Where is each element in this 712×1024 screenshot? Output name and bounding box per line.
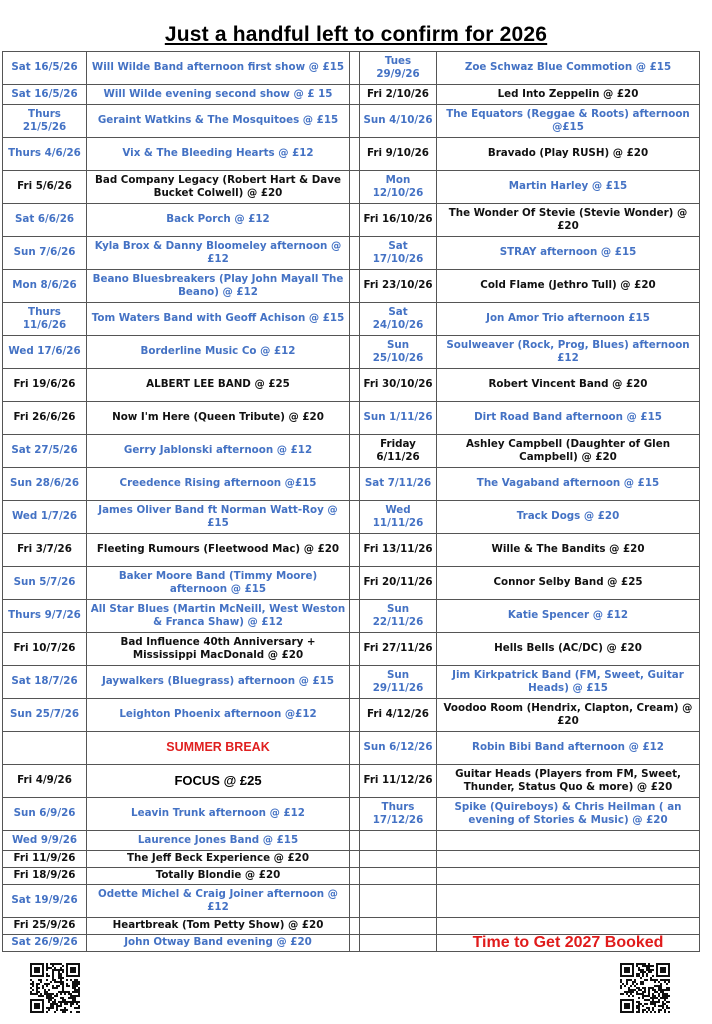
right-date: Sun 22/11/26	[360, 600, 437, 633]
schedule-row	[3, 105, 700, 138]
spacer-cell	[350, 798, 360, 831]
qr-code-icon	[30, 963, 80, 1013]
spacer-cell	[350, 336, 360, 369]
right-date: Sun 1/11/26	[360, 402, 437, 435]
right-event: Voodoo Room (Hendrix, Clapton, Cream) @ £20	[437, 699, 700, 732]
qr-code-icon	[620, 963, 670, 1013]
left-event: Creedence Rising afternoon @£15	[87, 468, 350, 501]
schedule-row	[3, 851, 700, 868]
spacer-cell	[350, 600, 360, 633]
right-event: The Wonder Of Stevie (Stevie Wonder) @ £20	[437, 204, 700, 237]
schedule-row	[3, 732, 700, 765]
right-event	[437, 831, 700, 851]
right-date: Sun 29/11/26	[360, 666, 437, 699]
right-event: Connor Selby Band @ £25	[437, 567, 700, 600]
left-date: Thurs 4/6/26	[3, 138, 87, 171]
schedule-row	[3, 633, 700, 666]
right-date: Fri 16/10/26	[360, 204, 437, 237]
left-event: The Jeff Beck Experience @ £20	[87, 851, 350, 868]
schedule-row	[3, 868, 700, 885]
left-date: Thurs 21/5/26	[3, 105, 87, 138]
spacer-cell	[350, 732, 360, 765]
schedule-row	[3, 204, 700, 237]
right-event: Wille & The Bandits @ £20	[437, 534, 700, 567]
right-date: Fri 2/10/26	[360, 85, 437, 105]
left-event: Totally Blondie @ £20	[87, 868, 350, 885]
right-date: Sat 17/10/26	[360, 237, 437, 270]
right-event: Spike (Quireboys) & Chris Heilman ( an evening of Stories & Music) @ £20	[437, 798, 700, 831]
schedule-table	[2, 51, 700, 952]
left-event: Geraint Watkins & The Mosquitoes @ £15	[87, 105, 350, 138]
left-date: Fri 3/7/26	[3, 534, 87, 567]
left-event: Fleeting Rumours (Fleetwood Mac) @ £20	[87, 534, 350, 567]
left-date: Sat 16/5/26	[3, 85, 87, 105]
schedule-row	[3, 369, 700, 402]
right-date: Fri 13/11/26	[360, 534, 437, 567]
left-event: Gerry Jablonski afternoon @ £12	[87, 435, 350, 468]
right-event	[437, 851, 700, 868]
schedule-row	[3, 237, 700, 270]
schedule-row	[3, 798, 700, 831]
spacer-cell	[350, 567, 360, 600]
left-date: Fri 19/6/26	[3, 369, 87, 402]
left-date: Wed 9/9/26	[3, 831, 87, 851]
left-event: John Otway Band evening @ £20	[87, 935, 350, 952]
right-event: Katie Spencer @ £12	[437, 600, 700, 633]
schedule-row	[3, 52, 700, 85]
left-event: Laurence Jones Band @ £15	[87, 831, 350, 851]
right-event: Track Dogs @ £20	[437, 501, 700, 534]
spacer-cell	[350, 851, 360, 868]
spacer-cell	[350, 868, 360, 885]
schedule-row	[3, 336, 700, 369]
left-event: Will Wilde Band afternoon first show @ £15	[87, 52, 350, 85]
spacer-cell	[350, 666, 360, 699]
right-date: Fri 4/12/26	[360, 699, 437, 732]
left-date: Wed 17/6/26	[3, 336, 87, 369]
left-event: Jaywalkers (Bluegrass) afternoon @ £15	[87, 666, 350, 699]
right-date: Sun 6/12/26	[360, 732, 437, 765]
spacer-cell	[350, 402, 360, 435]
left-event: All Star Blues (Martin McNeill, West Weston & Franca Shaw) @ £12	[87, 600, 350, 633]
schedule-row	[3, 831, 700, 851]
left-date: Fri 5/6/26	[3, 171, 87, 204]
right-date	[360, 885, 437, 918]
right-date	[360, 935, 437, 952]
page-title: Just a handful left to confirm for 2026	[164, 23, 548, 46]
left-event: Odette Michel & Craig Joiner afternoon @ £12	[87, 885, 350, 918]
right-date: Fri 11/12/26	[360, 765, 437, 798]
left-event: Will Wilde evening second show @ £ 15	[87, 85, 350, 105]
left-date: Fri 18/9/26	[3, 868, 87, 885]
right-event: Cold Flame (Jethro Tull) @ £20	[437, 270, 700, 303]
left-date: Sun 25/7/26	[3, 699, 87, 732]
right-event: Bravado (Play RUSH) @ £20	[437, 138, 700, 171]
left-date: Sat 16/5/26	[3, 52, 87, 85]
schedule-row	[3, 468, 700, 501]
right-date: Tues 29/9/26	[360, 52, 437, 85]
left-date	[3, 732, 87, 765]
spacer-cell	[350, 935, 360, 952]
right-event	[437, 918, 700, 935]
spacer-cell	[350, 435, 360, 468]
spacer-cell	[350, 501, 360, 534]
spacer-cell	[350, 138, 360, 171]
schedule-row	[3, 303, 700, 336]
left-date: Thurs 11/6/26	[3, 303, 87, 336]
left-date: Mon 8/6/26	[3, 270, 87, 303]
left-date: Sun 28/6/26	[3, 468, 87, 501]
schedule-row	[3, 699, 700, 732]
right-date: Fri 23/10/26	[360, 270, 437, 303]
spacer-cell	[350, 918, 360, 935]
left-date: Fri 10/7/26	[3, 633, 87, 666]
left-date: Sat 19/9/26	[3, 885, 87, 918]
right-date: Fri 9/10/26	[360, 138, 437, 171]
right-date: Mon 12/10/26	[360, 171, 437, 204]
schedule-row	[3, 918, 700, 935]
right-event: Soulweaver (Rock, Prog, Blues) afternoon £12	[437, 336, 700, 369]
spacer-cell	[350, 270, 360, 303]
spacer-cell	[350, 85, 360, 105]
left-date: Wed 1/7/26	[3, 501, 87, 534]
left-event: Bad Company Legacy (Robert Hart & Dave Bucket Colwell) @ £20	[87, 171, 350, 204]
schedule-row	[3, 435, 700, 468]
right-event: Guitar Heads (Players from FM, Sweet, Thunder, Status Quo & more) @ £20	[437, 765, 700, 798]
left-date: Thurs 9/7/26	[3, 600, 87, 633]
right-date: Fri 30/10/26	[360, 369, 437, 402]
right-event: Zoe Schwaz Blue Commotion @ £15	[437, 52, 700, 85]
right-date	[360, 851, 437, 868]
right-date: Friday 6/11/26	[360, 435, 437, 468]
spacer-cell	[350, 699, 360, 732]
schedule-row	[3, 85, 700, 105]
spacer-cell	[350, 534, 360, 567]
left-event: Kyla Brox & Danny Bloomeley afternoon @ £12	[87, 237, 350, 270]
left-event: James Oliver Band ft Norman Watt-Roy @ £15	[87, 501, 350, 534]
right-event: Jim Kirkpatrick Band (FM, Sweet, Guitar Heads) @ £15	[437, 666, 700, 699]
left-date: Sun 5/7/26	[3, 567, 87, 600]
schedule-row	[3, 600, 700, 633]
right-date: Sun 4/10/26	[360, 105, 437, 138]
left-event: Leavin Trunk afternoon @ £12	[87, 798, 350, 831]
right-event: Hells Bells (AC/DC) @ £20	[437, 633, 700, 666]
left-event: Now I'm Here (Queen Tribute) @ £20	[87, 402, 350, 435]
left-date: Sat 26/9/26	[3, 935, 87, 952]
left-event: Back Porch @ £12	[87, 204, 350, 237]
schedule-row	[3, 885, 700, 918]
schedule-row	[3, 666, 700, 699]
left-date: Fri 4/9/26	[3, 765, 87, 798]
schedule-row	[3, 501, 700, 534]
schedule-row	[3, 270, 700, 303]
left-date: Sat 27/5/26	[3, 435, 87, 468]
spacer-cell	[350, 831, 360, 851]
left-date: Fri 11/9/26	[3, 851, 87, 868]
left-event: FOCUS @ £25	[87, 765, 350, 798]
right-event	[437, 885, 700, 918]
qr-code-right[interactable]	[620, 963, 670, 1013]
spacer-cell	[350, 303, 360, 336]
spacer-cell	[350, 204, 360, 237]
left-event: Beano Bluesbreakers (Play John Mayall The Beano) @ £12	[87, 270, 350, 303]
left-event: Vix & The Bleeding Hearts @ £12	[87, 138, 350, 171]
right-event: Dirt Road Band afternoon @ £15	[437, 402, 700, 435]
qr-code-left[interactable]	[30, 963, 80, 1013]
left-date: Sun 7/6/26	[3, 237, 87, 270]
schedule-row	[3, 171, 700, 204]
right-event: STRAY afternoon @ £15	[437, 237, 700, 270]
left-event: Baker Moore Band (Timmy Moore) afternoon @ £15	[87, 567, 350, 600]
right-date: Wed 11/11/26	[360, 501, 437, 534]
schedule-row	[3, 765, 700, 798]
spacer-cell	[350, 369, 360, 402]
right-event: Robin Bibi Band afternoon @ £12	[437, 732, 700, 765]
right-event: Robert Vincent Band @ £20	[437, 369, 700, 402]
right-date: Fri 27/11/26	[360, 633, 437, 666]
right-event	[437, 868, 700, 885]
left-date: Sat 18/7/26	[3, 666, 87, 699]
left-date: Fri 25/9/26	[3, 918, 87, 935]
left-date: Sun 6/9/26	[3, 798, 87, 831]
schedule-row	[3, 138, 700, 171]
right-date: Thurs 17/12/26	[360, 798, 437, 831]
right-date: Fri 20/11/26	[360, 567, 437, 600]
right-event: Ashley Campbell (Daughter of Glen Campbell) @ £20	[437, 435, 700, 468]
left-event: Leighton Phoenix afternoon @£12	[87, 699, 350, 732]
right-date: Sun 25/10/26	[360, 336, 437, 369]
left-event: ALBERT LEE BAND @ £25	[87, 369, 350, 402]
spacer-cell	[350, 765, 360, 798]
spacer-cell	[350, 171, 360, 204]
left-event: SUMMER BREAK	[87, 732, 350, 765]
right-date: Sat 7/11/26	[360, 468, 437, 501]
left-event: Heartbreak (Tom Petty Show) @ £20	[87, 918, 350, 935]
schedule-row	[3, 567, 700, 600]
right-event: Jon Amor Trio afternoon £15	[437, 303, 700, 336]
spacer-cell	[350, 105, 360, 138]
left-event: Bad Influence 40th Anniversary + Mississippi MacDonald @ £20	[87, 633, 350, 666]
right-event: The Equators (Reggae & Roots) afternoon @£15	[437, 105, 700, 138]
schedule-row	[3, 402, 700, 435]
left-event: Tom Waters Band with Geoff Achison @ £15	[87, 303, 350, 336]
right-date: Sat 24/10/26	[360, 303, 437, 336]
left-event: Borderline Music Co @ £12	[87, 336, 350, 369]
right-date	[360, 918, 437, 935]
right-event: Led Into Zeppelin @ £20	[437, 85, 700, 105]
spacer-cell	[350, 468, 360, 501]
left-date: Fri 26/6/26	[3, 402, 87, 435]
right-date	[360, 831, 437, 851]
left-date: Sat 6/6/26	[3, 204, 87, 237]
schedule-row	[3, 534, 700, 567]
right-event: Time to Get 2027 Booked	[437, 935, 700, 952]
right-event: Martin Harley @ £15	[437, 171, 700, 204]
schedule-row	[3, 935, 700, 952]
spacer-cell	[350, 237, 360, 270]
spacer-cell	[350, 52, 360, 85]
spacer-cell	[350, 885, 360, 918]
right-event: The Vagaband afternoon @ £15	[437, 468, 700, 501]
right-date	[360, 868, 437, 885]
spacer-cell	[350, 633, 360, 666]
